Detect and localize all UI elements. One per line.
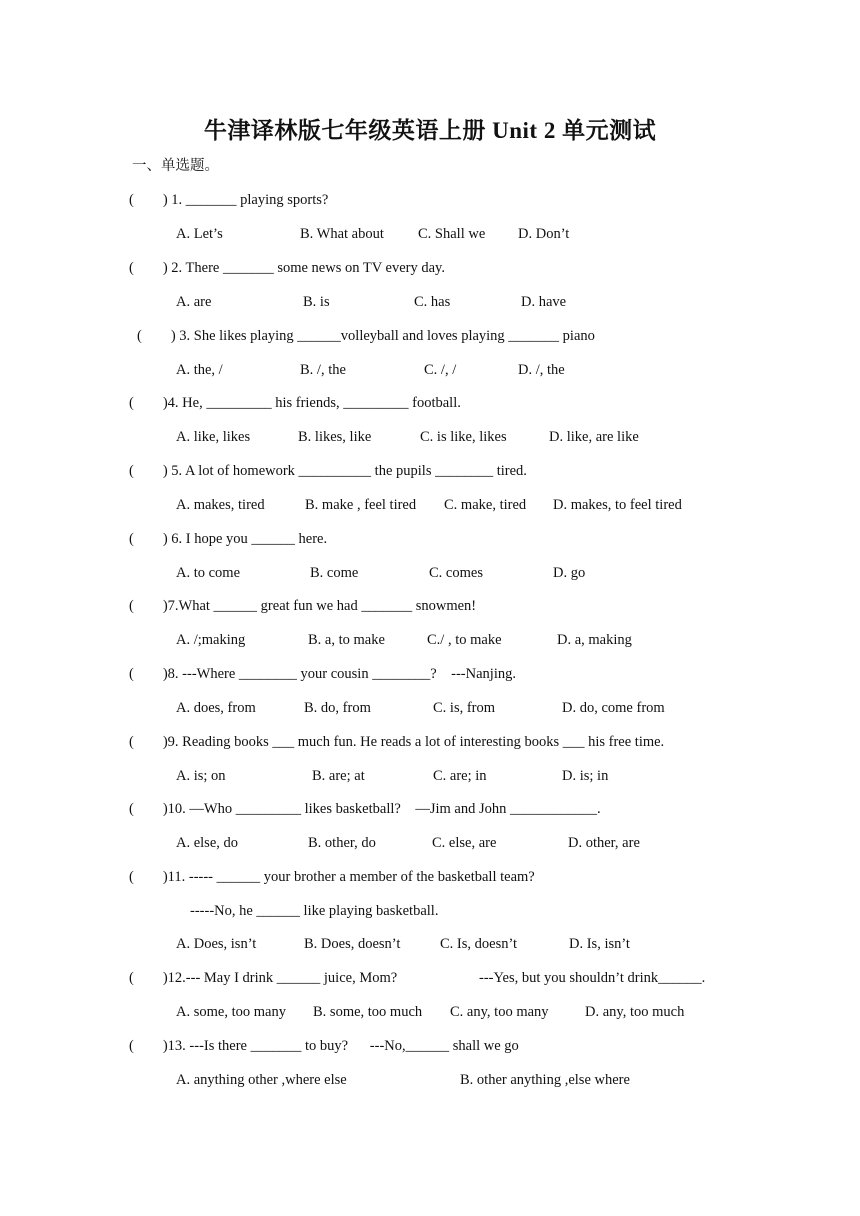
answer-option: D. Don’t: [518, 226, 570, 242]
question-stem: ( )7.What ______ great fun we had _______ snowmen!: [129, 598, 477, 614]
section-heading: 一、单选题。: [132, 158, 219, 174]
answer-option: C. is, from: [433, 700, 496, 716]
answer-option: D. go: [553, 565, 586, 581]
question-stem: ( )11. ----- ______ your brother a member of the basketball team?: [129, 869, 535, 885]
question-stem: ( ) 6. I hope you ______ here.: [129, 531, 328, 547]
answer-option: A. is; on: [176, 768, 226, 784]
question-stem: ( )12.--- May I drink ______ juice, Mom?: [129, 970, 398, 986]
answer-option: C. make, tired: [444, 497, 527, 513]
answer-option: D. other, are: [568, 835, 640, 851]
answer-option: D. /, the: [518, 362, 565, 378]
question-stem: ( )4. He, _________ his friends, _________ football.: [129, 395, 461, 411]
answer-option: B. What about: [300, 226, 384, 242]
answer-option: C. any, too many: [450, 1004, 549, 1020]
question-stem: ( )10. —Who _________ likes basketball? —Jim and John ____________.: [129, 801, 601, 817]
answer-option: D. any, too much: [585, 1004, 685, 1020]
question-stem: ( ) 5. A lot of homework __________ the pupils ________ tired.: [129, 463, 527, 479]
answer-option: B. /, the: [300, 362, 346, 378]
question-stem: ( )13. ---Is there _______ to buy? ---No,______ shall we go: [129, 1038, 519, 1054]
answer-option: C. Shall we: [418, 226, 486, 242]
answer-option: B. other, do: [308, 835, 376, 851]
answer-option: D. have: [521, 294, 567, 310]
question-stem-reply: ---Yes, but you shouldn’t drink______.: [479, 970, 706, 986]
answer-option: B. are; at: [312, 768, 365, 784]
answer-option: A. are: [176, 294, 212, 310]
answer-option: D. like, are like: [549, 429, 639, 445]
answer-option: B. a, to make: [308, 632, 385, 648]
answer-option: C. else, are: [432, 835, 497, 851]
answer-option: A. Does, isn’t: [176, 936, 257, 952]
answer-option: B. Does, doesn’t: [304, 936, 401, 952]
answer-option: B. come: [310, 565, 359, 581]
answer-option: A. like, likes: [176, 429, 251, 445]
answer-option: C. comes: [429, 565, 483, 581]
answer-option: A. to come: [176, 565, 241, 581]
question-stem: ( ) 1. _______ playing sports?: [129, 192, 329, 208]
answer-option: A. Let’s: [176, 226, 223, 242]
answer-option: B. is: [303, 294, 330, 310]
question-stem: ( )9. Reading books ___ much fun. He reads a lot of interesting books ___ his free time.: [129, 734, 665, 750]
page-title: 牛津译林版七年级英语上册 Unit 2 单元测试: [203, 118, 657, 143]
answer-option: C. Is, doesn’t: [440, 936, 518, 952]
answer-option: A. else, do: [176, 835, 239, 851]
answer-option: B. some, too much: [313, 1004, 423, 1020]
answer-option: C./ , to make: [427, 632, 502, 648]
answer-option: B. likes, like: [298, 429, 372, 445]
answer-option: A. does, from: [176, 700, 256, 716]
answer-option: A. makes, tired: [176, 497, 265, 513]
answer-option: D. is; in: [562, 768, 609, 784]
answer-option: D. Is, isn’t: [569, 936, 630, 952]
answer-option: B. do, from: [304, 700, 371, 716]
question-stem: ( )8. ---Where ________ your cousin ________? ---Nanjing.: [129, 666, 516, 682]
question-stem: ( ) 2. There _______ some news on TV every day.: [129, 260, 445, 276]
answer-option: C. is like, likes: [420, 429, 507, 445]
answer-option: D. a, making: [557, 632, 632, 648]
answer-option: C. has: [414, 294, 451, 310]
answer-option: C. /, /: [424, 362, 457, 378]
answer-option: C. are; in: [433, 768, 487, 784]
answer-option: B. make , feel tired: [305, 497, 417, 513]
answer-option: A. /;making: [176, 632, 246, 648]
answer-option: A. the, /: [176, 362, 223, 378]
answer-option: A. anything other ,where else: [176, 1072, 347, 1088]
answer-option: D. do, come from: [562, 700, 665, 716]
answer-option: A. some, too many: [176, 1004, 286, 1020]
answer-option: D. makes, to feel tired: [553, 497, 682, 513]
question-stem: ( ) 3. She likes playing ______volleyball and loves playing _______ piano: [137, 328, 595, 344]
answer-option: B. other anything ,else where: [460, 1072, 630, 1088]
question-stem-reply: -----No, he ______ like playing basketball.: [190, 903, 439, 919]
